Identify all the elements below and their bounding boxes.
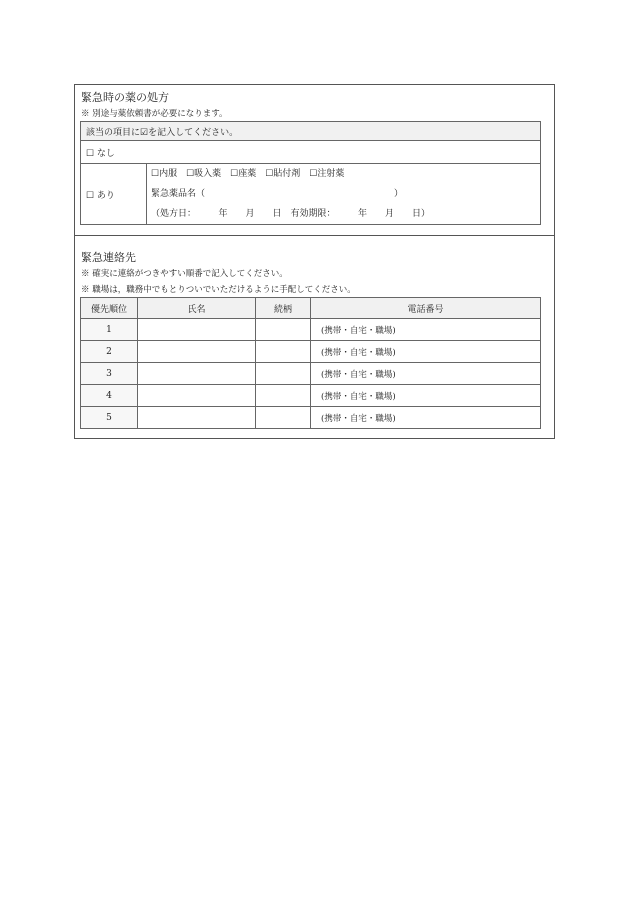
- header-name: 氏名: [138, 298, 256, 319]
- section-divider: [75, 235, 554, 236]
- rank-cell: 5: [81, 407, 138, 429]
- relation-cell[interactable]: [256, 363, 311, 385]
- header-priority: 優先順位: [81, 298, 138, 319]
- rank-cell: 1: [81, 319, 138, 341]
- medication-title: 緊急時の薬の処方: [81, 91, 169, 104]
- medication-table: [80, 121, 541, 225]
- rank-cell: 4: [81, 385, 138, 407]
- contacts-note-order: ※ 確実に連絡がつきやすい順番で記入してください。: [81, 269, 288, 279]
- contacts-title: 緊急連絡先: [81, 251, 136, 264]
- table-row: [81, 341, 541, 363]
- header-phone: 電話番号: [311, 298, 541, 319]
- rank-cell: 2: [81, 341, 138, 363]
- medication-date-line[interactable]: （処方日： 年 月 日 有効期限： 年 月 日）: [151, 209, 431, 219]
- header-relation: 続柄: [256, 298, 311, 319]
- medication-note: ※ 別途与薬依頼書が必要になります。: [81, 109, 228, 119]
- phone-cell[interactable]: (携帯・自宅・職場): [311, 385, 541, 407]
- table-row: [81, 385, 541, 407]
- name-cell[interactable]: [138, 319, 256, 341]
- relation-cell[interactable]: [256, 385, 311, 407]
- rank-cell: 3: [81, 363, 138, 385]
- yes-checkbox[interactable]: ☐ あり: [81, 164, 147, 225]
- phone-cell[interactable]: (携帯・自宅・職場): [311, 363, 541, 385]
- name-cell[interactable]: [138, 341, 256, 363]
- none-checkbox[interactable]: ☐ なし: [81, 141, 541, 164]
- contacts-table: [80, 297, 541, 429]
- relation-cell[interactable]: [256, 407, 311, 429]
- table-row: [81, 363, 541, 385]
- name-cell[interactable]: [138, 363, 256, 385]
- relation-cell[interactable]: [256, 341, 311, 363]
- name-cell[interactable]: [138, 385, 256, 407]
- medication-name-line[interactable]: 緊急薬品名（ ）: [151, 189, 404, 199]
- medication-instruction: 該当の項目に☑を記入してください。: [81, 122, 541, 141]
- phone-cell[interactable]: (携帯・自宅・職場): [311, 341, 541, 363]
- relation-cell[interactable]: [256, 319, 311, 341]
- table-row: [81, 407, 541, 429]
- medication-detail-cell: [147, 164, 541, 225]
- table-row: [81, 319, 541, 341]
- medication-types-line[interactable]: ☐内服 ☐吸入薬 ☐座薬 ☐貼付剤 ☐注射薬: [151, 169, 345, 179]
- contacts-note-workplace: ※ 職場は，職務中でもとりついでいただけるように手配してください。: [81, 285, 356, 295]
- phone-cell[interactable]: (携帯・自宅・職場): [311, 407, 541, 429]
- name-cell[interactable]: [138, 407, 256, 429]
- form-frame: [74, 84, 555, 439]
- phone-cell[interactable]: (携帯・自宅・職場): [311, 319, 541, 341]
